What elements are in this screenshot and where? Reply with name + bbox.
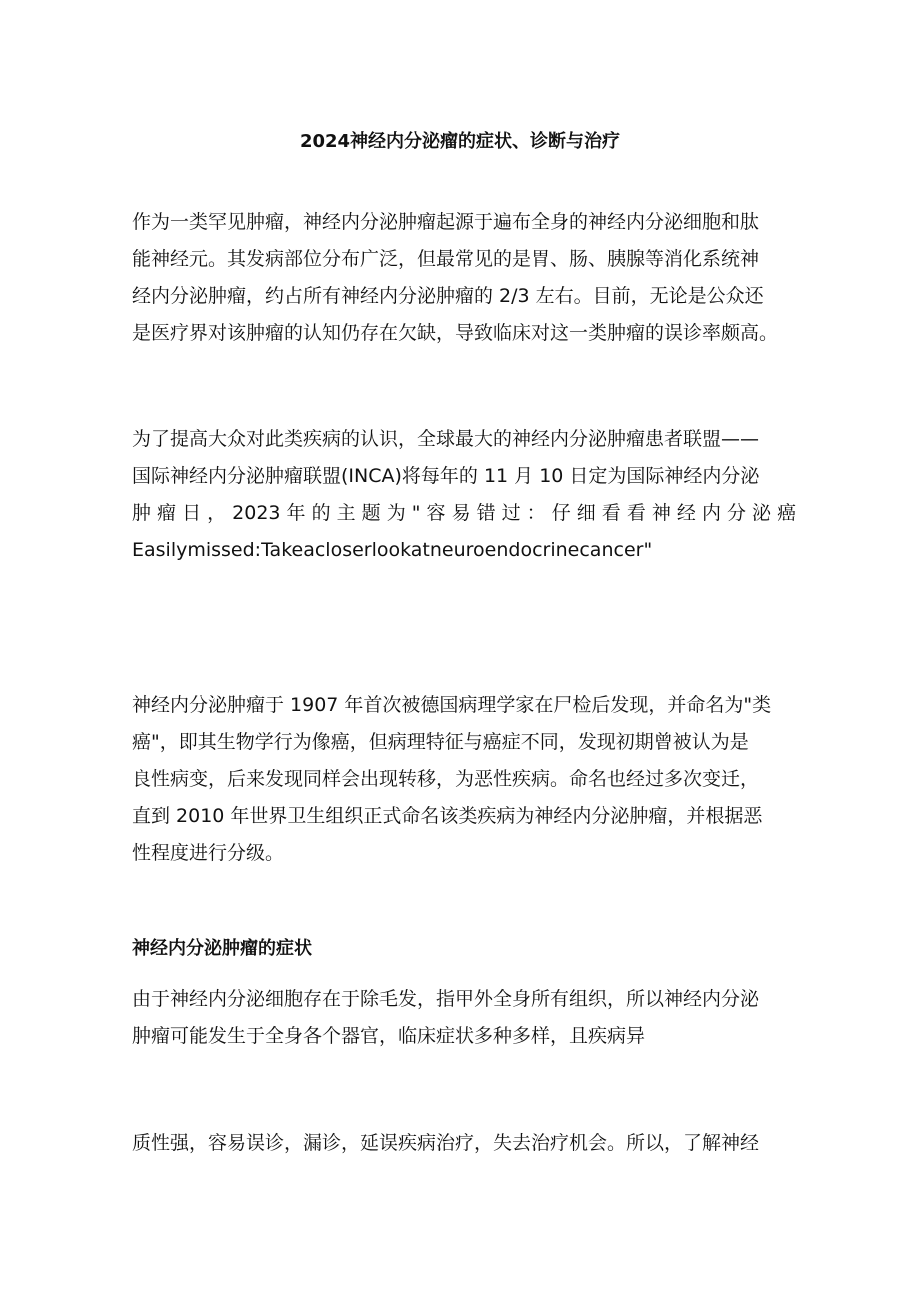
paragraph-line: 能神经元。其发病部位分布广泛，但最常见的是胃、肠、胰腺等消化系统神 [132,248,760,270]
paragraph-heterogeneity [132,1125,792,1162]
paragraph-line: 肿瘤可能发生于全身各个器官，临床症状多种多样，且疾病异 [132,1025,646,1047]
paragraph-line: 质性强，容易误诊，漏诊，延误疾病治疗，失去治疗机会。所以，了解神经 [132,1132,760,1154]
paragraph-symptoms [132,981,792,1055]
paragraph-line: 为了提高大众对此类疾病的认识，全球最大的神经内分泌肿瘤患者联盟—— [132,428,760,450]
paragraph-line: Easilymissed:Takeacloserlookatneuroendocrinecancer" [132,539,653,561]
paragraph-intro [132,204,792,352]
paragraph-line: 神经内分泌肿瘤于 1907 年首次被德国病理学家在尸检后发现，并命名为"类 [132,694,772,716]
paragraph-line: 由于神经内分泌细胞存在于除毛发，指甲外全身所有组织，所以神经内分泌 [132,988,760,1010]
paragraph-line: 癌"，即其生物学行为像癌，但病理特征与癌症不同，发现初期曾被认为是 [132,731,749,753]
paragraph-inca-day [132,421,797,569]
paragraph-line: 是医疗界对该肿瘤的认知仍存在欠缺，导致临床对这一类肿瘤的误诊率颇高。 [132,322,779,344]
paragraph-history [132,687,792,872]
paragraph-line: 经内分泌肿瘤，约占所有神经内分泌肿瘤的 2/3 左右。目前，无论是公众还 [132,285,764,307]
section-heading-symptoms: 神经内分泌肿瘤的症状 [132,938,312,959]
paragraph-line: 国际神经内分泌肿瘤联盟(INCA)将每年的 11 月 10 日定为国际神经内分泌 [132,465,760,487]
paragraph-line: 直到 2010 年世界卫生组织正式命名该类疾病为神经内分泌肿瘤，并根据恶 [132,805,763,827]
paragraph-line: 良性病变，后来发现同样会出现转移，为恶性疾病。命名也经过多次变迁， [132,768,760,790]
paragraph-line: 作为一类罕见肿瘤，神经内分泌肿瘤起源于遍布全身的神经内分泌细胞和肽 [132,211,760,233]
paragraph-line: 肿 瘤 日 ， 2023 年 的 主 题 为 " 容 易 错 过 ： 仔 细 看 看 神 经 内 分 泌 癌 [132,502,797,524]
document-title: 2024神经内分泌瘤的症状、诊断与治疗 [299,131,621,152]
paragraph-line: 性程度进行分级。 [132,842,285,864]
